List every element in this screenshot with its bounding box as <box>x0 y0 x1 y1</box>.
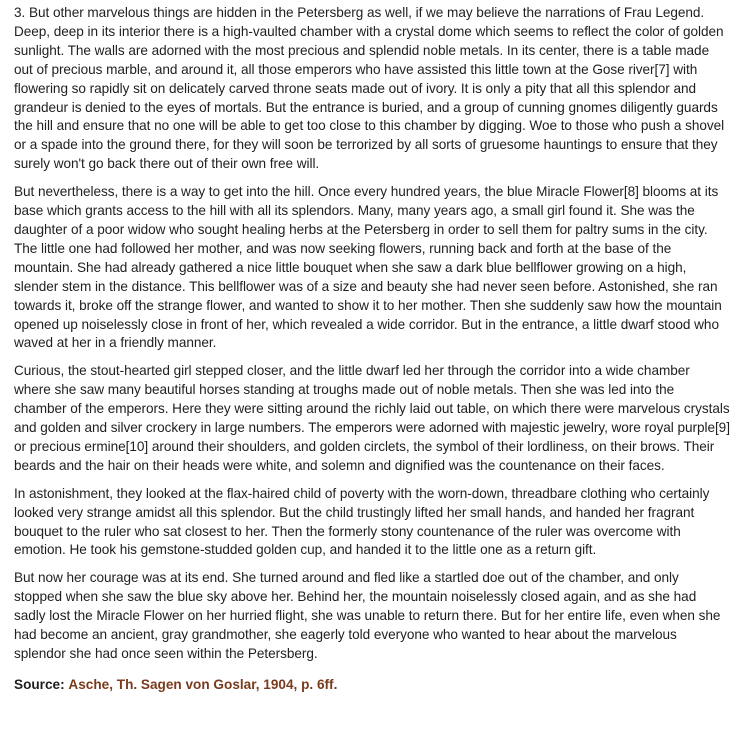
source-line <box>14 676 730 695</box>
paragraph-5: But now her courage was at its end. She turned around and fled like a startled doe out of the chamber, and only stopped when she saw the blue sky above her. Behind her, the mountain noiselessly closed again, and as she had sadly lost the Miracle Flower on her hurried flight, she was unable to return there. But for her entire life, even when she had become an ancient, gray grandmother, she eagerly told everyone who wanted to hear about the marvelous splendor she had once seen within the Petersberg. <box>14 570 721 661</box>
source-citation-link[interactable]: Asche, Th. Sagen von Goslar, 1904, p. 6ff. <box>68 676 338 692</box>
paragraph-2: But nevertheless, there is a way to get into the hill. Once every hundred years, the blue Miracle Flower[8] blooms at its base which grants access to the hill with all its splendors. Many, many years ago, a small girl found it. She was the daughter of a poor widow who sought healing herbs at the Petersberg in order to sell them for paltry sums in the city. The little one had followed her mother, and was now seeking flowers, running back and forth at the base of the mountain. She had already gathered a nice little bouquet when she saw a dark blue bellflower growing on a high, slender stem in the distance. This bellflower was of a size and beauty she had never seen before. Astonished, she ran towards it, broke off the strange flower, and wanted to show it to her mother. Then she suddenly saw how the mountain opened up noiselessly close in front of her, which revealed a wide corridor. But in the entrance, a little dwarf stood who waved at her in a friendly manner. <box>14 184 722 351</box>
paragraph-1: 3. But other marvelous things are hidden in the Petersberg as well, if we may believe the narrations of Frau Legend. Deep, deep in its interior there is a high-vaulted chamber with a crystal dome which seems to reflect the color of golden sunlight. The walls are adorned with the most precious and splendid noble metals. In its center, there is a table made out of precious marble, and around it, all those emperors who have assisted this little town at the Gose river[7] with flowering so rapidly sit on delicately carved throne seats made out of ivory. It is only a pity that all this splendor and grandeur is denied to the eyes of mortals. But the entrance is buried, and a group of cunning gnomes diligently guards the hill and ensure that no one will be able to get too close to this chamber by digging. Woe to those who push a shovel or a spade into the ground there, for they will soon be terrorized by all sorts of gruesome hauntings to ensure that they surely won't go back there out of their own free will. <box>14 5 725 172</box>
source-label: Source: <box>14 676 65 692</box>
paragraph-4: In astonishment, they looked at the flax-haired child of poverty with the worn-down, threadbare clothing who certainly looked very strange amidst all this splendor. But the child trustingly lifted her small hands, and handed her fragrant bouquet to the ruler who sat closest to her. Then the formerly stony countenance of the ruler was overcome with emotion. He took his gemstone-studded golden cup, and handed it to the little one as a return gift. <box>14 485 710 558</box>
paragraph-3: Curious, the stout-hearted girl stepped closer, and the little dwarf led her through the corridor into a wide chamber where she saw many beautiful horses standing at troughs made out of noble metals. Then she was led into the chamber of the emperors. Here they were sitting around the richly laid out table, on which there were marvelous crystals and golden and silver crockery in large numbers. The emperors were adorned with majestic jewelry, wore royal purple[9] or precious ermine[10] around their shoulders, and golden circlets, the symbol of their lordliness, on their brows. Their beards and the hair on their heads were white, and solemn and dignified was the countenance on their faces. <box>14 363 730 473</box>
